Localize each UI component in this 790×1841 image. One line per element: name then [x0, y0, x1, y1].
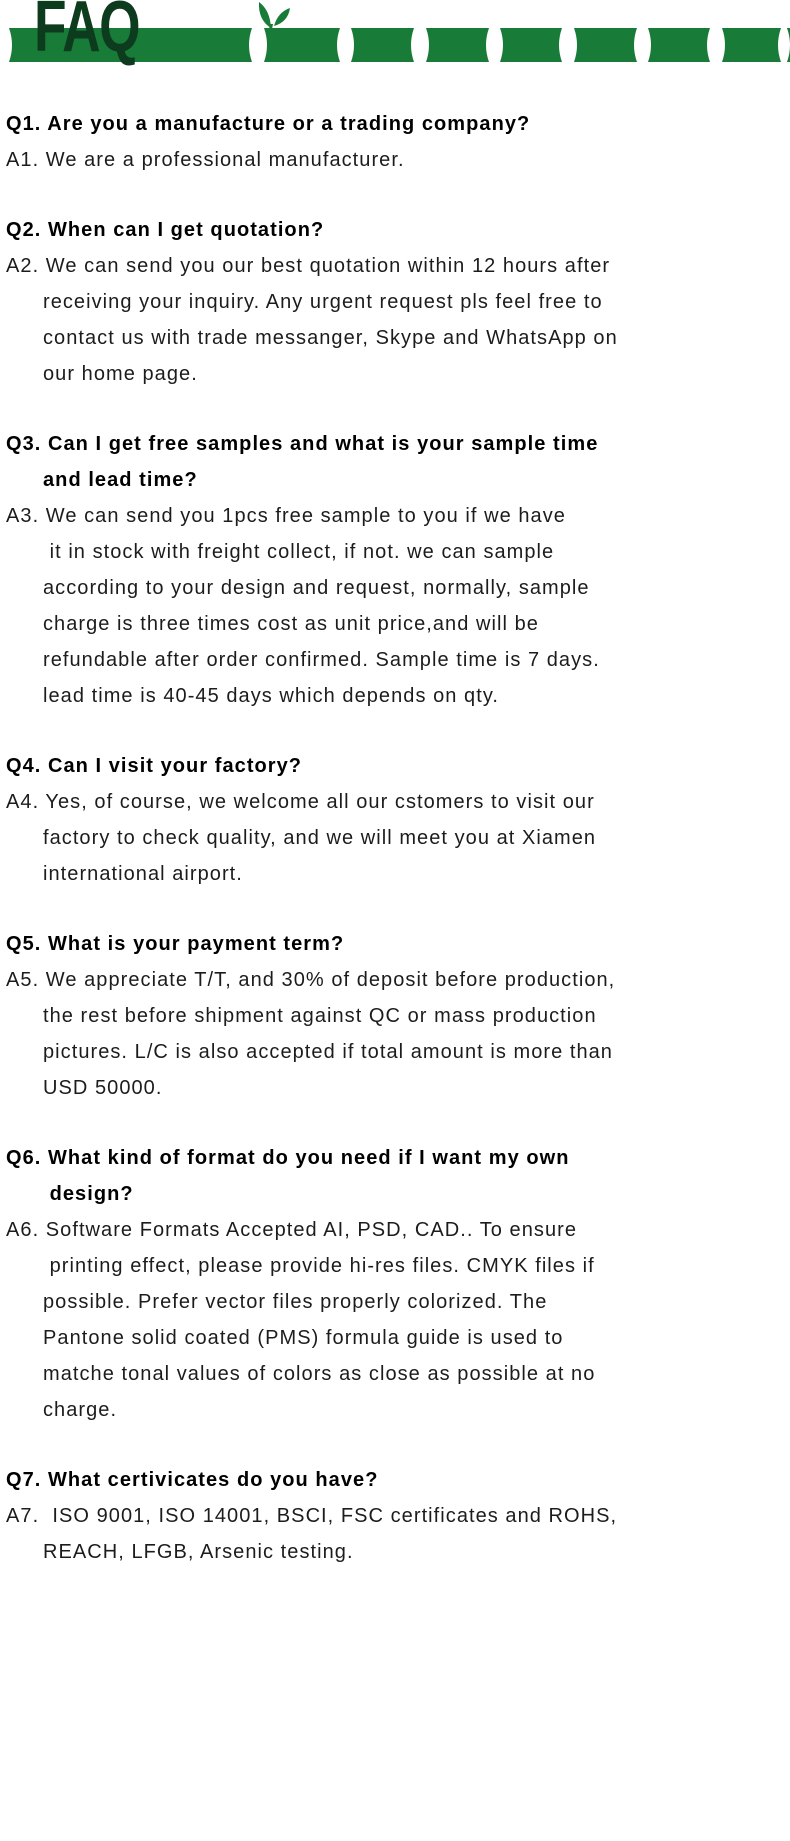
- faq-item-1: [6, 106, 780, 178]
- faq-item-6: [6, 1140, 780, 1428]
- answer-line: A6. Software Formats Accepted AI, PSD, CAD.. To ensure: [6, 1219, 578, 1241]
- answer-line: receiving your inquiry. Any urgent request pls feel free to: [43, 291, 603, 313]
- question-line: Q1. Are you a manufacture or a trading company?: [6, 113, 531, 135]
- answer-line: charge.: [43, 1399, 118, 1421]
- answer-line: A7. ISO 9001, ISO 14001, BSCI, FSC certificates and ROHS,: [6, 1505, 618, 1527]
- faq-item-5: [6, 926, 780, 1106]
- answer-line: A1. We are a professional manufacturer.: [6, 149, 405, 171]
- answer-line: factory to check quality, and we will meet you at Xiamen: [43, 827, 597, 849]
- answer-line: lead time is 40-45 days which depends on qty.: [43, 685, 500, 707]
- answer-line: refundable after order confirmed. Sample time is 7 days.: [43, 649, 600, 671]
- bamboo-segment: [574, 28, 637, 62]
- answer-line: USD 50000.: [43, 1077, 163, 1099]
- answer-line: printing effect, please provide hi-res files. CMYK files if: [43, 1255, 595, 1277]
- question-line: Q7. What certivicates do you have?: [6, 1469, 379, 1491]
- answer-line: pictures. L/C is also accepted if total amount is more than: [43, 1041, 613, 1063]
- answer-line: contact us with trade messanger, Skype and WhatsApp on: [43, 327, 618, 349]
- answer-line: possible. Prefer vector files properly colorized. The: [43, 1291, 548, 1313]
- answer-line: REACH, LFGB, Arsenic testing.: [43, 1541, 354, 1563]
- answer-line: according to your design and request, normally, sample: [43, 577, 590, 599]
- question-line: design?: [43, 1183, 134, 1205]
- bamboo-segment: [351, 28, 414, 62]
- bamboo-leaf-icon: [259, 2, 271, 28]
- bamboo-segment: [648, 28, 710, 62]
- answer-line: our home page.: [43, 363, 198, 385]
- faq-banner: [0, 0, 790, 70]
- question-line: and lead time?: [43, 469, 198, 491]
- bamboo-leaf-icon: [274, 8, 290, 26]
- answer-line: the rest before shipment against QC or mass production: [43, 1005, 597, 1027]
- answer-line: A3. We can send you 1pcs free sample to you if we have: [6, 505, 566, 527]
- answer-line: matche tonal values of colors as close as possible at no: [43, 1363, 596, 1385]
- answer-line: A5. We appreciate T/T, and 30% of deposit before production,: [6, 969, 616, 991]
- answer-line: international airport.: [43, 863, 243, 885]
- faq-item-4: [6, 748, 780, 892]
- question-line: Q5. What is your payment term?: [6, 933, 345, 955]
- answer-line: A4. Yes, of course, we welcome all our cstomers to visit our: [6, 791, 595, 813]
- question-line: Q4. Can I visit your factory?: [6, 755, 303, 777]
- bamboo-segment: [264, 28, 340, 62]
- bamboo-segment: [500, 28, 562, 62]
- faq-item-7: [6, 1462, 780, 1570]
- question-line: Q3. Can I get free samples and what is your sample time: [6, 433, 599, 455]
- answer-line: it in stock with freight collect, if not. we can sample: [43, 541, 555, 563]
- answer-line: A2. We can send you our best quotation within 12 hours after: [6, 255, 611, 277]
- page-title: FAQ: [34, 0, 140, 67]
- faq-item-2: [6, 212, 780, 392]
- answer-line: Pantone solid coated (PMS) formula guide is used to: [43, 1327, 564, 1349]
- question-line: Q6. What kind of format do you need if I want my own: [6, 1147, 570, 1169]
- bamboo-segment: [722, 28, 781, 62]
- faq-content: [0, 70, 790, 1570]
- answer-line: charge is three times cost as unit price,and will be: [43, 613, 539, 635]
- faq-item-3: [6, 426, 780, 714]
- question-line: Q2. When can I get quotation?: [6, 219, 325, 241]
- bamboo-segment: [426, 28, 489, 62]
